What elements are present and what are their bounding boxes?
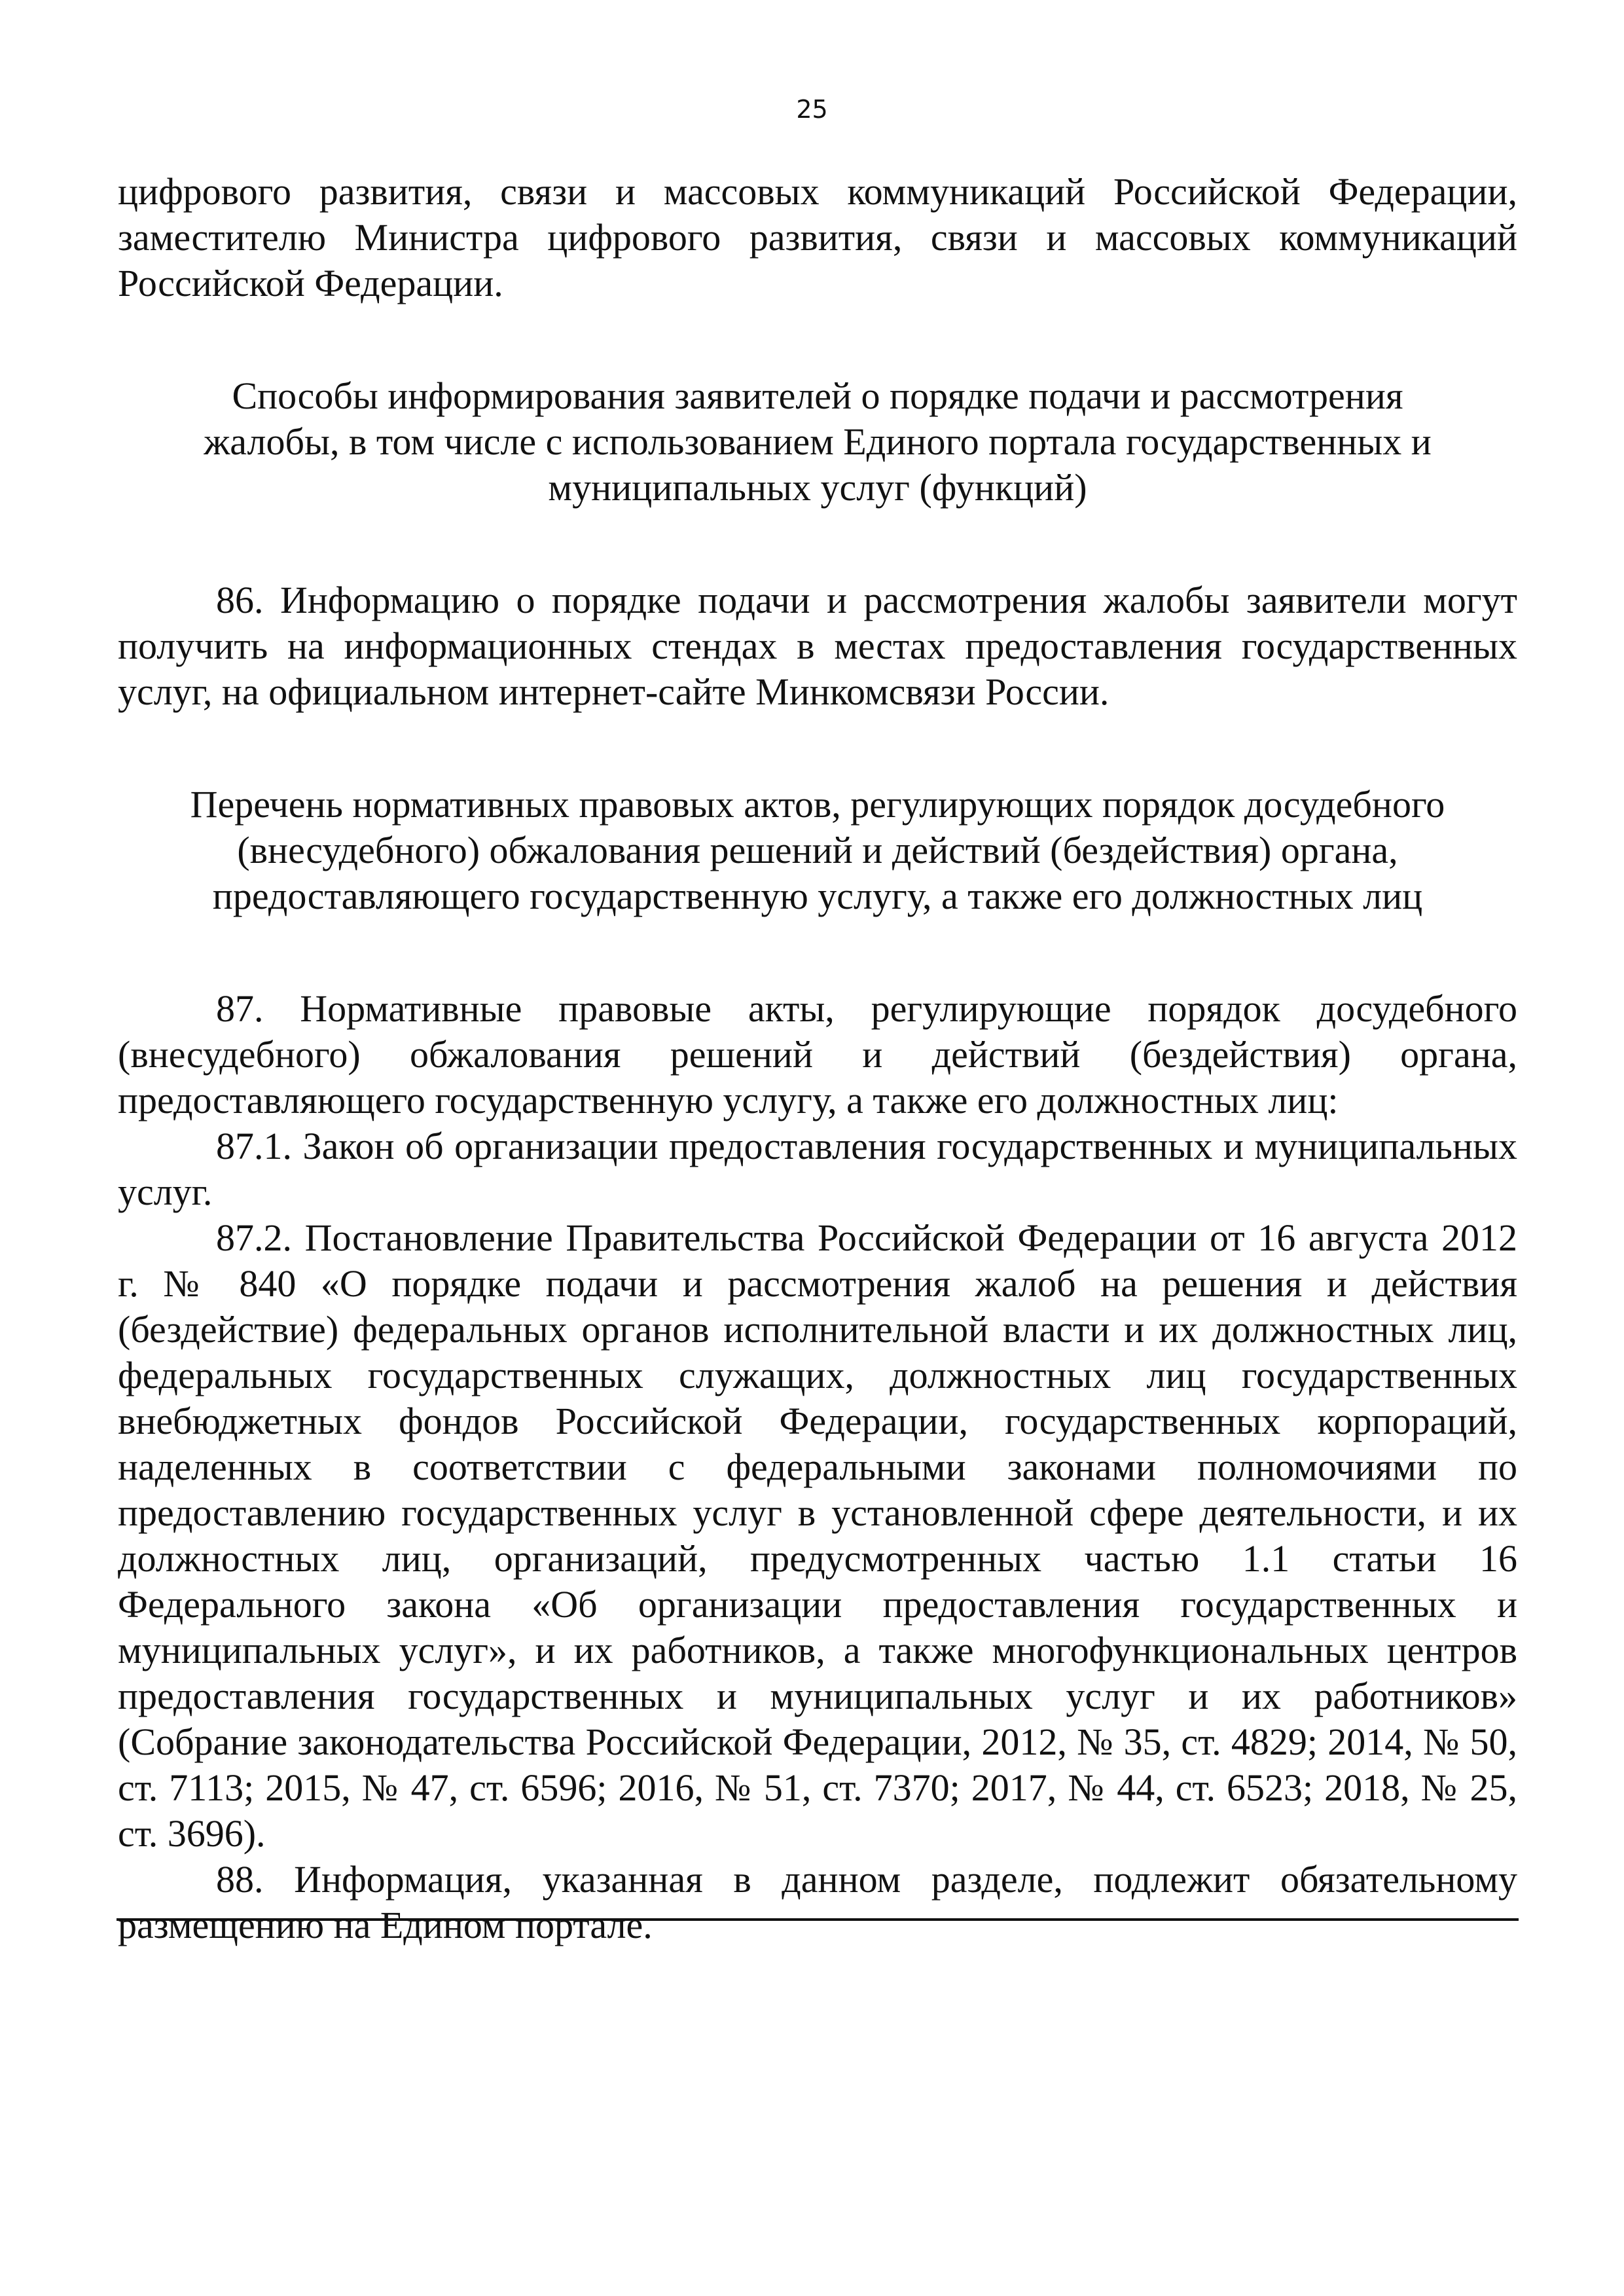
paragraph-87-1: 87.1. Закон об организации предоставления государственных и муниципальных услуг. <box>118 1125 1517 1213</box>
section-heading-legal-acts <box>118 782 1517 919</box>
intro-paragraph: цифрового развития, связи и массовых коммуникаций Российской Федерации, заместителю Министра цифрового развития, связи и массовых коммуникаций Российской Федерации. <box>118 170 1517 304</box>
document-body <box>118 169 1517 1948</box>
heading-line: (внесудебного) обжалования решений и действий (бездействия) органа, <box>237 829 1398 871</box>
paragraph-87-2: 87.2. Постановление Правительства Российской Федерации от 16 августа 2012 г. № 840 «О порядке подачи и рассмотрения жалоб на решения и действия (бездействие) федеральных органов исполнительной власти и их должностных лиц, федеральных государственных служащих, должностных лиц государственных внебюджетных фондов Российской Федерации, государственных корпораций, наделенных в соответствии с федеральными законами полномочиями по предоставлению государственных услуг в установленной сфере деятельности, и их должностных лиц, организаций, предусмотренных частью 1.1 статьи 16 Федерального закона «Об организации предоставления государственных и муниципальных услуг», и их работников, а также многофункциональных центров предоставления государственных и муниципальных услуг и их работников» (Собрание законодательства Российской Федерации, 2012, № 35, ст. 4829; 2014, № 50, ст. 7113; 2015, № 47, ст. 6596; 2016, № 51, ст. 7370; 2017, № 44, ст. 6523; 2018, № 25, ст. 3696). <box>118 1216 1517 1855</box>
heading-line: муниципальных услуг (функций) <box>548 466 1087 509</box>
paragraph-86: 86. Информацию о порядке подачи и рассмотрения жалобы заявители могут получить на информационных стендах в местах предоставления государственных услуг, на официальном интернет-сайте Минкомсвязи России. <box>118 579 1517 713</box>
page-number: 25 <box>796 95 828 124</box>
heading-line: предоставляющего государственную услугу, а также его должностных лиц <box>212 875 1423 917</box>
heading-line: жалобы, в том числе с использованием Единого портала государственных и <box>204 420 1432 463</box>
section-heading-complaint-info <box>118 373 1517 511</box>
end-of-document-rule <box>117 1918 1519 1921</box>
paragraph-88: 88. Информация, указанная в данном разделе, подлежит обязательному размещению на Едином портале. <box>118 1858 1517 1946</box>
heading-line: Перечень нормативных правовых актов, регулирующих порядок досудебного <box>190 783 1445 826</box>
heading-line: Способы информирования заявителей о порядке подачи и рассмотрения <box>232 374 1403 417</box>
paragraph-87: 87. Нормативные правовые акты, регулирующие порядок досудебного (внесудебного) обжалования решений и действий (бездействия) органа, предоставляющего государственную услугу, а также его должностных лиц: <box>118 987 1517 1121</box>
